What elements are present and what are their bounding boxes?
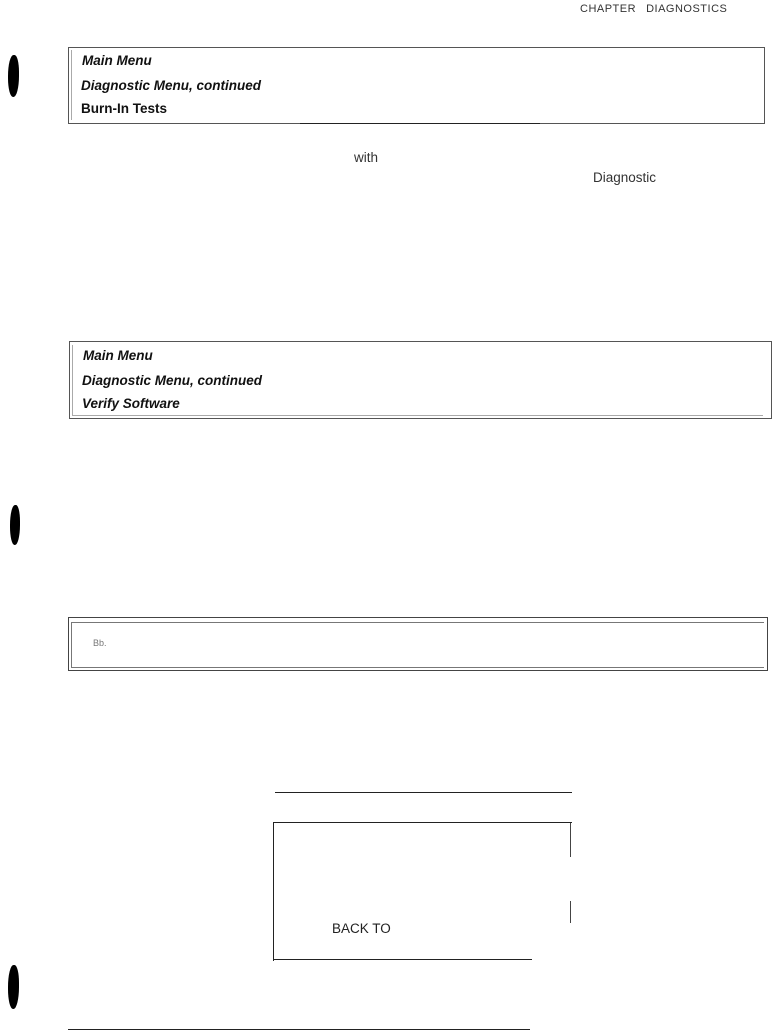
- menu-path-verify-software: Verify Software: [82, 396, 180, 411]
- screen-bottom-rule: [274, 959, 532, 960]
- figure-top-rule: [275, 792, 572, 793]
- display-screen-figure: [273, 822, 572, 961]
- faded-mark: Bb.: [93, 638, 107, 648]
- underline-box1: [300, 123, 540, 124]
- binder-hole-top: [8, 55, 19, 97]
- menu-path-box-empty: [68, 617, 768, 671]
- screen-right-edge: [570, 823, 571, 857]
- chapter-label: CHAPTER: [580, 3, 637, 15]
- binder-hole-middle: [10, 505, 20, 545]
- menu-path-diagnostic-menu: Diagnostic Menu, continued: [81, 78, 262, 93]
- screen-right-edge-lower: [570, 901, 571, 923]
- menu-path-burn-in-tests: Burn-In Tests: [81, 101, 168, 116]
- menu-path-diagnostic-menu: Diagnostic Menu, continued: [82, 373, 263, 388]
- box-inner-rule: [71, 622, 764, 668]
- menu-path-main-menu: Main Menu: [83, 348, 153, 363]
- menu-path-box-verify: [69, 341, 772, 419]
- menu-path-main-menu: Main Menu: [82, 53, 152, 68]
- body-text-with: with: [354, 150, 379, 165]
- running-header: [580, 3, 737, 15]
- binder-hole-bottom: [8, 965, 19, 1009]
- page-bottom-rule: [68, 1029, 530, 1030]
- back-to-label: BACK TO: [332, 921, 391, 936]
- body-text-diagnostic: Diagnostic: [593, 170, 657, 185]
- menu-path-box-burn-in: [68, 47, 765, 124]
- section-label: DIAGNOSTICS: [646, 3, 728, 15]
